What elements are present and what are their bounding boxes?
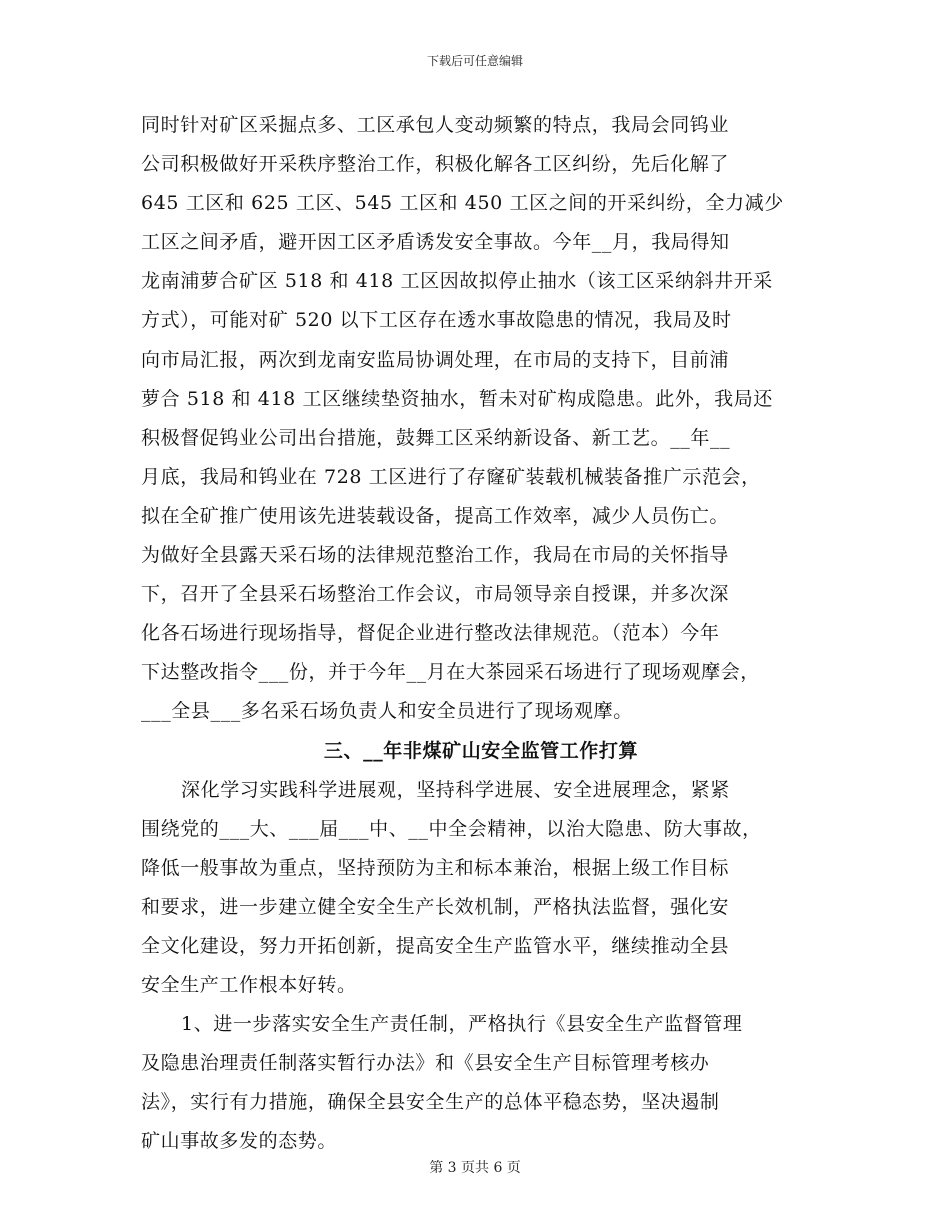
body-text-line: 月底，我局和钨业在 728 工区进行了存窿矿装载机械装备推广示范会， <box>141 465 761 488</box>
body-text-line: 矿山事故多发的态势。 <box>141 1130 338 1153</box>
body-text-line: 公司积极做好开采秩序整治工作，积极化解各工区纠纷，先后化解了 <box>141 153 730 176</box>
body-text-line: 及隐患治理责任制落实暂行办法》和《县安全生产目标管理考核办 <box>141 1052 710 1075</box>
body-text-line: 拟在全矿推广使用该先进装载设备，提高工作效率，减少人员伤亡。 <box>141 504 730 527</box>
body-text-line: 645 工区和 625 工区、545 工区和 450 工区之间的开采纠纷，全力减少 <box>141 192 784 215</box>
body-text-line: 化各石场进行现场指导，督促企业进行整改法律规范。（范本）今年 <box>141 622 720 645</box>
body-text-line: 下，召开了全县采石场整治工作会议，市局领导亲自授课，并多次深 <box>141 583 730 606</box>
body-text-line: 下达整改指令___份，并于今年__月在大茶园采石场进行了现场观摩会， <box>141 661 760 684</box>
body-text-line: 工区之间矛盾，避开因工区矛盾诱发安全事故。今年__月，我局得知 <box>141 231 730 254</box>
body-text-line: 深化学习实践科学进展观，坚持科学进展、安全进展理念，紧紧 <box>181 778 730 801</box>
page-number-footer: 第 3 页共 6 页 <box>429 1160 521 1176</box>
body-text-line: 龙南浦萝合矿区 518 和 418 工区因故拟停止抽水（该工区采纳斜井开采 <box>141 270 773 293</box>
body-text-line: 安全生产工作根本好转。 <box>141 974 357 997</box>
body-text-line: 同时针对矿区采掘点多、工区承包人变动频繁的特点，我局会同钨业 <box>141 114 730 136</box>
body-text-line: 积极督促钨业公司出台措施，鼓舞工区采纳新设备、新工艺。__年__ <box>141 426 731 449</box>
body-text-line: 全文化建设，努力开拓创新，提高安全生产监管水平，继续推动全县 <box>141 934 730 957</box>
body-text-line: 为做好全县露天采石场的法律规范整治工作，我局在市局的关怀指导 <box>141 544 730 567</box>
section-heading: 三、__年非煤矿山安全监管工作打算 <box>323 739 639 762</box>
body-text-line: 降低一般事故为重点，坚持预防为主和标本兼治，根据上级工作目标 <box>141 856 730 879</box>
body-text-line: 和要求，进一步建立健全安全生产长效机制，严格执法监督，强化安 <box>141 895 730 918</box>
body-text-line: 法》，实行有力措施，确保全县安全生产的总体平稳态势，坚决遏制 <box>141 1091 720 1114</box>
body-text-line: 向市局汇报，两次到龙南安监局协调处理，在市局的支持下，目前浦 <box>141 348 730 371</box>
body-text-line: 萝合 518 和 418 工区继续垫资抽水，暂未对矿构成隐患。此外，我局还 <box>141 387 773 410</box>
body-text-line: 1、进一步落实安全生产责任制，严格执行《县安全生产监督管理 <box>181 1013 743 1036</box>
body-text-line: ___全县___多名采石场负责人和安全员进行了现场观摩。 <box>141 700 633 723</box>
body-text-line: 方式），可能对矿 520 以下工区存在透水事故隐患的情况，我局及时 <box>141 309 732 332</box>
body-text-line: 围绕党的___大、___届___中、__中全会精神，以治大隐患、防大事故， <box>141 817 762 840</box>
page-header-note: 下载后可任意编辑 <box>426 54 523 68</box>
document-body <box>141 106 821 1162</box>
